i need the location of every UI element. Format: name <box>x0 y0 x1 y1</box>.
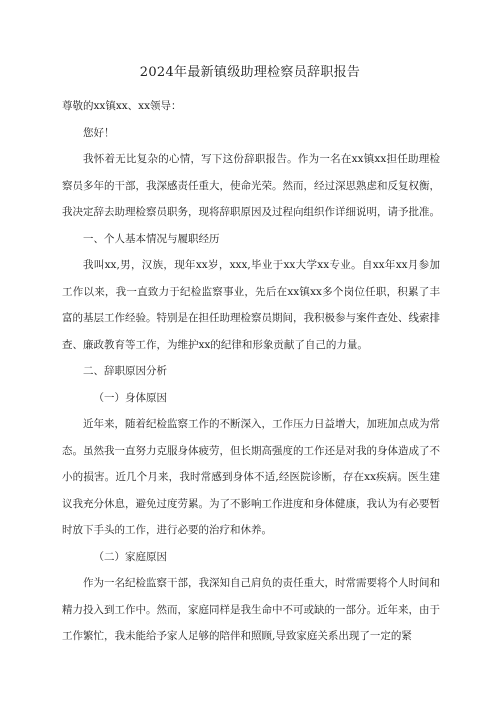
paragraph-intro: 我怀着无比复杂的心情，写下这份辞职报告。作为一名在xx镇xx担任助理检察员多年的干部，我深感责任重大，使命光荣。然而，经过深思熟虑和反复权衡，我决定辞去助理检察员职务，现将辞职原因及过程向组织作详细说明，请予批准。 <box>62 153 440 218</box>
section-heading-2: 二、辞职原因分析 <box>83 365 167 377</box>
subsection-heading-family: （二）家庭原因 <box>93 550 167 563</box>
document-body <box>62 93 440 650</box>
paragraph-health: 近年来，随着纪检监察工作的不断深入，工作压力日益增大，加班加点成为常态。虽然我一直努力克服身体疲劳，但长期高强度的工作还是对我的身体造成了不小的损害。近几个月来，我时常感到身体不适,经医院诊断，存在xx疾病。医生建议我充分休息，避免过度劳累。为了不影响工作进度和身体健康，我认为有必要暂时放下手头的工作，进行必要的治疗和休养。 <box>62 418 440 536</box>
paragraph-background: 我叫xx,男，汉族，现年xx岁，xxx,毕业于xx大学xx专业。自xx年xx月参加工作以来，我一直致力于纪检监察事业，先后在xx镇xx多个岗位任职，积累了丰富的基层工作经验。特别是在担任助理检察员期间，我积极参与案件查处、线索排查、廉政教育等工作，为维护xx的纪律和形象贡献了自己的力量。 <box>62 259 440 351</box>
greeting: 您好！ <box>83 126 115 139</box>
section-heading-1: 一、个人基本情况与履职经历 <box>83 232 220 245</box>
paragraph-family: 作为一名纪检监察干部，我深知自己肩负的责任重大，时常需要将个人时间和精力投入到工作中。然而，家庭同样是我生命中不可或缺的一部分。近年来，由于工作繁忙，我未能给予家人足够的陪伴和照顾,导致家庭关系出现了一定的紧 <box>62 577 440 642</box>
document-title: 2024年最新镇级助理检察员辞职报告 <box>139 65 361 80</box>
salutation: 尊敬的xx镇xx、xx领导： <box>62 100 182 112</box>
subsection-heading-health: （一）身体原因 <box>93 391 167 404</box>
